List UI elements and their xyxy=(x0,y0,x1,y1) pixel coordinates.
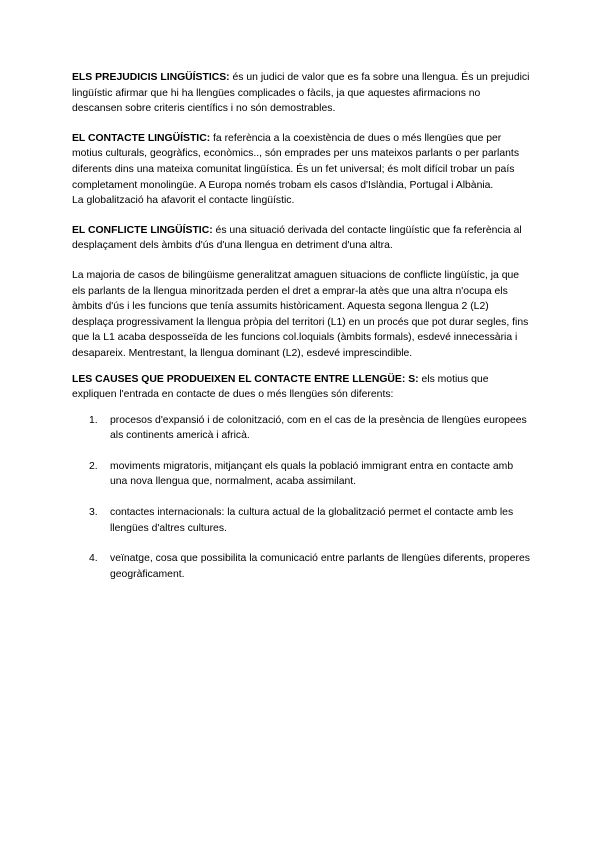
list-item-text: moviments migratoris, mitjançant els quals la població immigrant entra en contacte amb una nova llengua que, normalment, acaba assimilant. xyxy=(110,460,514,488)
definition-causes: els motius que expliquen l'entrada en contacte de dues o més llengües són diferents: xyxy=(72,373,489,401)
paragraph-contacte xyxy=(72,131,532,193)
list-item xyxy=(72,551,532,582)
term-contacte: EL CONTACTE LINGÜÍSTIC: xyxy=(72,132,211,144)
definition-conflicte: és una situació derivada del contacte lingüístic que fa referència al desplaçament dels àmbits d'ús d'una llengua en detriment d'una altra. xyxy=(72,224,522,252)
list-item-number: 3. xyxy=(89,507,98,519)
paragraph-conflicte xyxy=(72,223,532,254)
list-item xyxy=(72,413,532,444)
list-item-number: 4. xyxy=(89,553,98,565)
list-item-number: 2. xyxy=(89,460,98,472)
paragraph-causes xyxy=(72,372,532,403)
definition-contacte: fa referència a la coexistència de dues o més llengües que per motius culturals, geogràfics, econòmics.., són emprades per uns mateixos parlants o per parlants diferents dins una mateixa comunitat lingüística. És un fet universal; és molt difícil trobar un país completament monolingüe. A Europa només trobam els casos d'Islàndia, Portugal i Albània. xyxy=(72,132,520,191)
paragraph-bilinguisme: La majoria de casos de bilingüisme generalitzat amaguen situacions de conflicte lingüístic, ja que els parlants de la llengua minoritzada perden el dret a emprar-la atès que una altra n'ocupa els àmbits d'ús i les funcions que tenía assumits històricament. Aquesta segona llengua 2 (L2) desplaça progressivament la llengua pròpia del territori (L1) en un procés que pot durar segles, fins que la L1 acaba desposseïda de les funcions col.loquials (àmbits formals), esdevé innecessària i desapareix. Mentrestant, la llengua dominant (L2), esdevé imprescindible. xyxy=(72,269,529,359)
term-causes: LES CAUSES QUE PRODUEIXEN EL CONTACTE ENTRE LLENGÜE: S: xyxy=(72,373,419,385)
term-prejudicis: ELS PREJUDICIS LINGÜÍSTICS: xyxy=(72,72,230,83)
list-item-text: contactes internacionals: la cultura actual de la globalització permet el contacte amb les llengües d'altres cultures. xyxy=(110,507,514,534)
definition-prejudicis: és un judici de valor que es fa sobre una llengua. És un prejudici lingüístic afirmar que hi ha llengües complicades o fàcils, ja que aquestes afirmacions no descansen sobre criteris científics i no són demostrables. xyxy=(72,72,530,115)
document-body xyxy=(72,70,532,597)
term-conflicte: EL CONFLICTE LINGÜÍSTIC: xyxy=(72,224,213,236)
causes-list xyxy=(72,413,532,583)
paragraph-globalitzacio: La globalització ha afavorit el contacte lingüístic. xyxy=(72,195,295,207)
list-item-text: veïnatge, cosa que possibilita la comunicació entre parlants de llengües diferents, properes geogràficament. xyxy=(110,553,530,580)
list-item xyxy=(72,459,532,490)
list-item-number: 1. xyxy=(89,414,98,426)
list-item-text: procesos d'expansió i de colonització, com en el cas de la presència de llengües europees als continents americà i africà. xyxy=(110,414,527,442)
list-item xyxy=(72,505,532,536)
paragraph-prejudicis xyxy=(72,70,532,117)
